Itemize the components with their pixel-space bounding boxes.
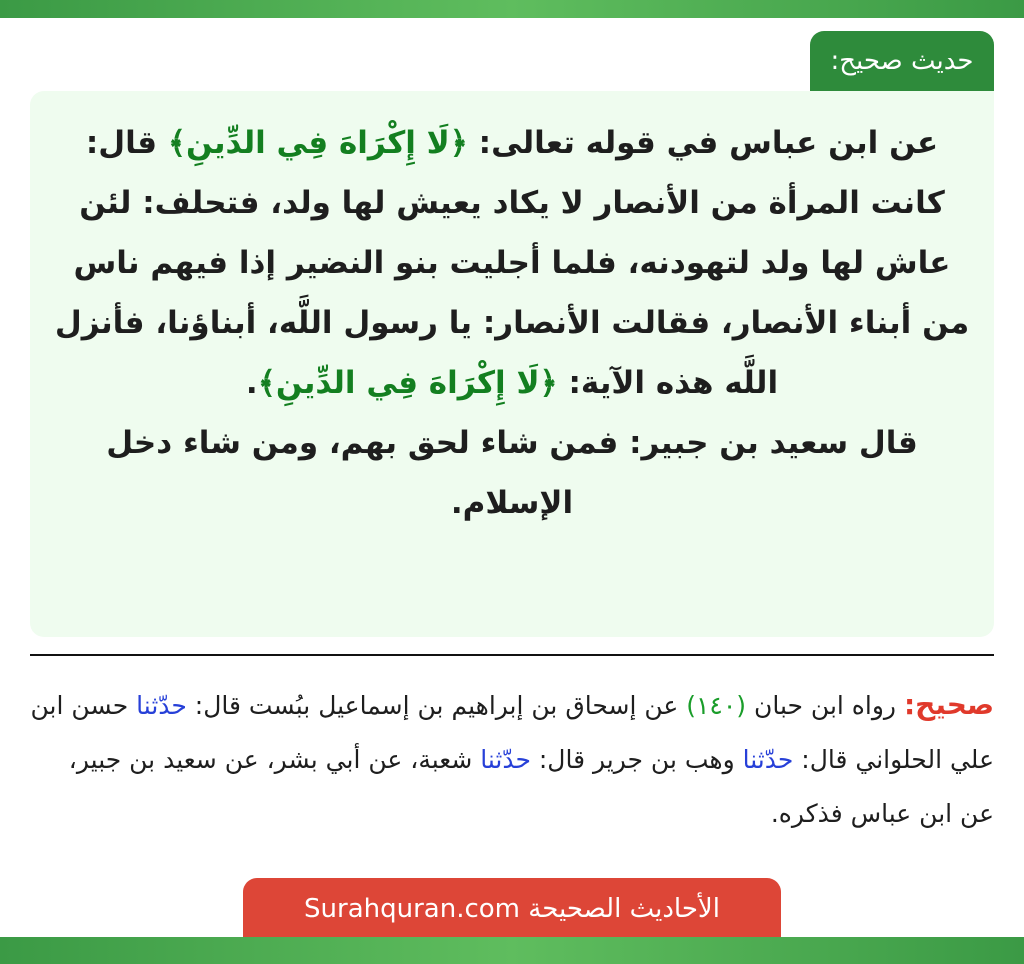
source-text-4: وهب بن جرير قال:	[530, 745, 743, 774]
hadith-source	[30, 678, 994, 841]
hadith-saeed-statement: قال سعيد بن جبير: فمن شاء لحق بهم، ومن شاء دخل الإسلام.	[106, 425, 918, 521]
hadith-body: قال: كانت المرأة من الأنصار لا يكاد يعيش لها ولد، فتحلف: لئن عاش لها ولد لتهودنه، فلما أجليت بنو النضير إذا فيهم ناس من أبناء الأنصار، فقالت الأنصار: يا رسول اللَّه، أبناؤنا، فأنزل اللَّه هذه الآية:	[54, 125, 970, 401]
narration-term-3: حدّثنا	[480, 745, 531, 774]
hadith-number: (١٤٠)	[686, 691, 747, 720]
grade-tag: حديث صحيح:	[810, 31, 994, 91]
narration-term-1: حدّثنا	[136, 691, 187, 720]
divider	[30, 654, 994, 656]
hadith-period: .	[245, 365, 258, 401]
footer-site-badge: الأحاديث الصحيحة Surahquran.com	[243, 878, 781, 937]
top-bar	[0, 0, 1024, 18]
quran-verse-2: ﴿لَا إِكْرَاهَ فِي الدِّينِ﴾	[257, 365, 558, 401]
narration-term-2: حدّثنا	[742, 745, 794, 774]
hadith-box	[30, 91, 994, 637]
grade-word: صحيح:	[903, 688, 994, 721]
hadith-text	[54, 113, 970, 533]
hadith-intro: عن ابن عباس في قوله تعالى:	[467, 125, 939, 161]
bottom-bar	[0, 937, 1024, 964]
source-text-2: عن إسحاق بن إبراهيم بن إسماعيل ببُست قال:	[186, 691, 687, 720]
source-text-3: حسن ابن علي الحلواني قال:	[30, 691, 994, 774]
source-text-1: رواه ابن حبان	[746, 691, 904, 720]
quran-verse-1: ﴿لَا إِكْرَاهَ فِي الدِّينِ﴾	[167, 125, 468, 161]
source-text-5: شعبة، عن أبي بشر، عن سعيد بن جبير، عن ابن عباس فذكره.	[68, 745, 994, 828]
